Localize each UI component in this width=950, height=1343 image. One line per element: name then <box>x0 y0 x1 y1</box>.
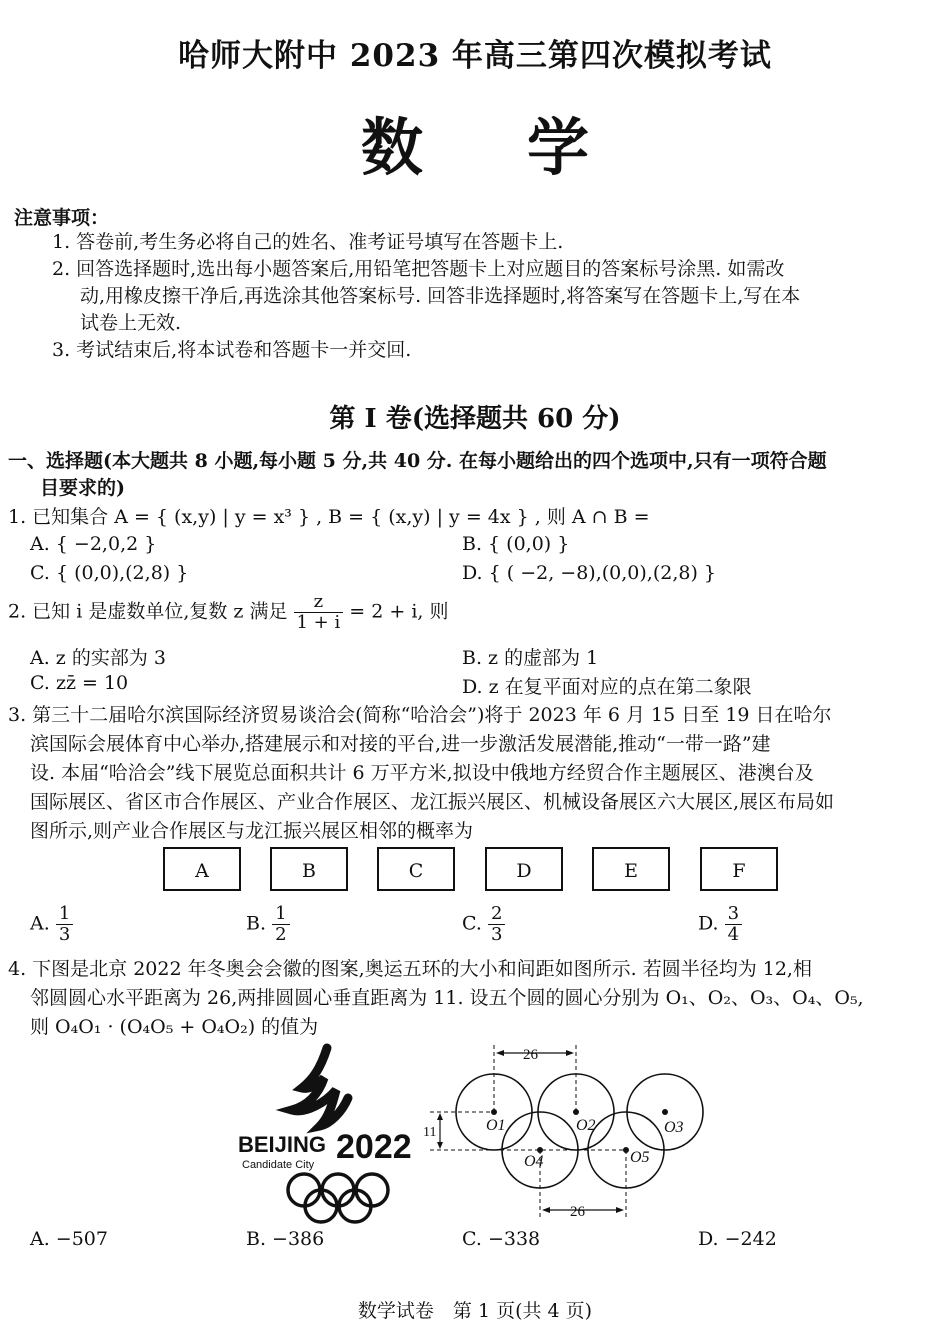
page-footer: 数学试卷 第 1 页(共 4 页) <box>357 1300 593 1322</box>
q4-line: 则 O₄O₁ · (O₄O₅ + O₄O₂) 的值为 <box>30 1016 319 1038</box>
rings-diagram <box>420 1040 720 1225</box>
exhibit-box-e: E <box>592 847 670 891</box>
q2-fraction-num: z <box>294 592 344 613</box>
q4-line: 4. 下图是北京 2022 年冬奥会会徽的图案,奥运五环的大小和间距如图所示. 若圆半径均为 12,相 <box>8 958 812 980</box>
q2-option-a: A. z 的实部为 3 <box>30 647 166 669</box>
q4-option-c: C. −338 <box>462 1228 541 1250</box>
exam-title: 哈师大附中 2023 年高三第四次模拟考试 <box>178 38 772 74</box>
q3-option-a <box>30 904 73 945</box>
dim-bottom: 26 <box>570 1204 585 1220</box>
q3-option-b-fraction <box>272 904 289 945</box>
notes-heading: 注意事项： <box>14 207 110 229</box>
frac-den: 3 <box>490 924 503 945</box>
note-line: 动,用橡皮擦干净后,再选涂其他答案标号. 回答非选择题时,将答案写在答题卡上,写在本 <box>80 285 801 307</box>
frac-num: 3 <box>725 904 742 925</box>
q2-fraction-den: 1 + i <box>296 612 341 633</box>
q3-line: 设. 本届“哈洽会”线下展览总面积共计 6 万平方米,拟设中俄地方经贸合作主题展区、港澳台及 <box>30 762 814 784</box>
q2-option-d: D. z 在复平面对应的点在第二象限 <box>462 676 752 698</box>
subject-char-1: 数 <box>360 111 423 184</box>
subject-title <box>0 98 950 187</box>
frac-den: 4 <box>727 924 740 945</box>
q4-line: 邻圆圆心水平距离为 26,两排圆圆心垂直距离为 11. 设五个圆的圆心分别为 O₁、O₂、O₃、O₄、O₅, <box>30 987 864 1009</box>
logo-olympic-rings <box>288 1174 388 1222</box>
q2-option-c: C. zz̄ = 10 <box>30 672 129 694</box>
frac-num: 1 <box>56 904 73 925</box>
q3-option-a-label: A. <box>30 912 50 935</box>
frac-num: 1 <box>272 904 289 925</box>
note-line: 3. 考试结束后,将本试卷和答题卡一并交回. <box>52 339 412 361</box>
q4-option-d: D. −242 <box>698 1228 777 1250</box>
q3-line: 3. 第三十二届哈尔滨国际经济贸易谈洽会(简称“哈洽会”)将于 2023 年 6 月 15 日至 19 日在哈尔 <box>8 704 832 726</box>
q1-option-b: B. { (0,0) } <box>462 533 570 555</box>
note-line: 2. 回答选择题时,选出每小题答案后,用铅笔把答题卡上对应题目的答案标号涂黑. 如需改 <box>52 258 785 280</box>
section-title: 第 I 卷(选择题共 60 分) <box>329 404 621 434</box>
exhibit-box-f: F <box>700 847 778 891</box>
q2-option-b: B. z 的虚部为 1 <box>462 647 599 669</box>
exhibit-box-a: A <box>163 847 241 891</box>
q1-option-d: D. { ( −2, −8),(0,0),(2,8) } <box>462 562 717 584</box>
q2-fraction <box>294 592 344 633</box>
q2-stem-text: 2. 已知 i 是虚数单位,复数 z 满足 <box>8 600 288 623</box>
q3-option-a-fraction <box>56 904 73 945</box>
q4-option-b: B. −386 <box>246 1228 325 1250</box>
note-line: 试卷上无效. <box>80 312 182 334</box>
question-2-stem <box>8 592 448 633</box>
logo-text-candidate: Candidate City <box>242 1159 315 1171</box>
q3-option-d <box>698 904 742 945</box>
logo-year: 2022 <box>336 1128 412 1166</box>
exhibit-box-d: D <box>485 847 563 891</box>
label-o3: O3 <box>664 1119 684 1136</box>
q3-option-d-label: D. <box>698 912 719 935</box>
label-o2: O2 <box>576 1117 596 1134</box>
q3-option-b-label: B. <box>246 912 267 935</box>
q1-option-a: A. { −2,0,2 } <box>30 533 157 555</box>
q2-stem-text-2: = 2 + i, 则 <box>349 600 449 623</box>
logo-text-beijing: BEIJING <box>238 1132 327 1157</box>
dim-vertical: 11 <box>423 1125 437 1140</box>
dim-top: 26 <box>523 1047 538 1063</box>
exhibit-box-b: B <box>270 847 348 891</box>
q3-line: 国际展区、省区市合作展区、产业合作展区、龙江振兴展区、机械设备展区六大展区,展区布局如 <box>30 791 835 813</box>
q3-option-b <box>246 904 290 945</box>
q3-line: 图所示,则产业合作展区与龙江振兴展区相邻的概率为 <box>30 820 474 842</box>
note-line: 1. 答卷前,考生务必将自己的姓名、准考证号填写在答题卡上. <box>52 231 564 253</box>
q3-option-d-fraction <box>725 904 742 945</box>
exhibit-box-c: C <box>377 847 455 891</box>
part-heading-cont: 目要求的) <box>40 477 125 499</box>
frac-den: 2 <box>275 924 287 945</box>
q4-option-a: A. −507 <box>30 1228 108 1250</box>
subject-char-2: 学 <box>527 111 590 184</box>
question-1-stem: 1. 已知集合 A = { (x,y) | y = x³ } , B = { (x,y) | y = 4x } , 则 A ∩ B = <box>8 506 650 528</box>
frac-num: 2 <box>488 904 505 925</box>
q1-option-c: C. { (0,0),(2,8) } <box>30 562 189 584</box>
beijing-2022-logo <box>232 1040 432 1225</box>
logo-brush-mark <box>292 1048 348 1126</box>
frac-den: 3 <box>58 924 71 945</box>
label-o4: O4 <box>524 1153 544 1170</box>
label-o1: O1 <box>486 1117 506 1134</box>
q3-option-c-fraction <box>488 904 505 945</box>
q3-option-c <box>462 904 505 945</box>
q3-line: 滨国际会展体育中心举办,搭建展示和对接的平台,进一步激活发展潜能,推动“一带一路”建 <box>30 733 771 755</box>
q3-option-c-label: C. <box>462 912 482 935</box>
label-o5: O5 <box>630 1149 650 1166</box>
part-heading: 一、选择题(本大题共 8 小题,每小题 5 分,共 40 分. 在每小题给出的四个选项中,只有一项符合题 <box>8 450 827 472</box>
